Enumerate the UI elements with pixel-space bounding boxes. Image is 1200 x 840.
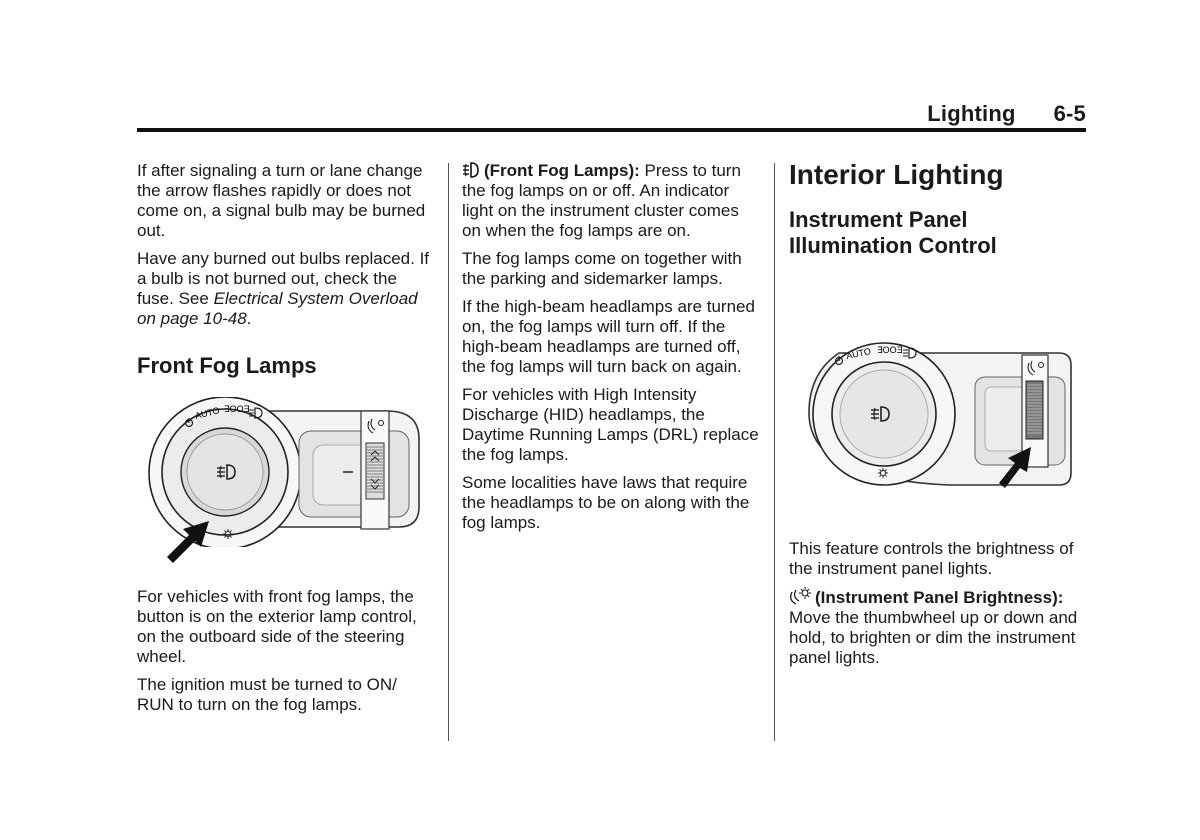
paragraph: For vehicles with High Intensity Discharge (HID) headlamps, the Daytime Running Lamps (DRL) replace the fog lamps. [462,385,759,464]
paragraph: (Front Fog Lamps): Press to turn the fog lamps on or off. An indicator light on the instrument cluster comes on when the fog lamps are on. [462,161,741,240]
column-divider [448,163,449,741]
header-rule [137,128,1086,132]
term-label: (Instrument Panel Brightness): [815,588,1064,607]
paragraph: For vehicles with front fog lamps, the button is on the exterior lamp control, on the outboard side of the steering wheel. [137,587,417,666]
paragraph: Some localities have laws that require the headlamps to be on along with the fog lamps. [462,473,750,532]
paragraph: If after signaling a turn or lane change the arrow flashes rapidly or does not come on, a signal bulb may be burned out. [137,161,426,240]
exterior-lamp-control-figure [137,397,437,567]
fog-lamp-icon [462,162,480,178]
section-heading: Instrument Panel Illumination Control [789,207,997,258]
section-heading: Front Fog Lamps [137,353,317,378]
paragraph: Have any burned out bulbs replaced. If a bulb is not burned out, check the fuse. See Electrical System Overload on page 10-48. [137,249,430,328]
section-title: Lighting [927,101,1016,126]
auto-label: AUTO [194,405,221,421]
column-divider [774,163,775,741]
parking-lamp-label: ∃OOƎ [224,404,250,414]
paragraph: (Instrument Panel Brightness): Move the thumbwheel up or down and hold, to brighten or dim the instrument panel lights. [789,588,1078,667]
column-2 [462,161,762,541]
running-header [880,101,1086,127]
paragraph: The fog lamps come on together with the parking and sidemarker lamps. [462,249,742,288]
chapter-heading: Interior Lighting [789,159,1004,190]
parking-lamp-label: ∃OOƎ [877,345,903,355]
paragraph: This feature controls the brightness of the instrument panel lights. [789,539,1074,578]
paragraph: The ignition must be turned to ON/ RUN to turn on the fog lamps. [137,675,397,714]
column-1 [137,161,437,723]
panel-brightness-icon [789,587,811,605]
page-number: 6-5 [1053,101,1086,126]
column-3 [789,161,1089,676]
term-label: (Front Fog Lamps): [484,161,640,180]
cross-reference-link[interactable]: Electrical System Overload on page 10-48 [137,289,418,328]
panel-illumination-figure [799,333,1089,513]
auto-label: AUTO [845,346,872,361]
paragraph: If the high-beam headlamps are turned on, the fog lamps will turn off. If the high-beam headlamps are turned off, the fog lamps will turn back on again. [462,297,755,376]
